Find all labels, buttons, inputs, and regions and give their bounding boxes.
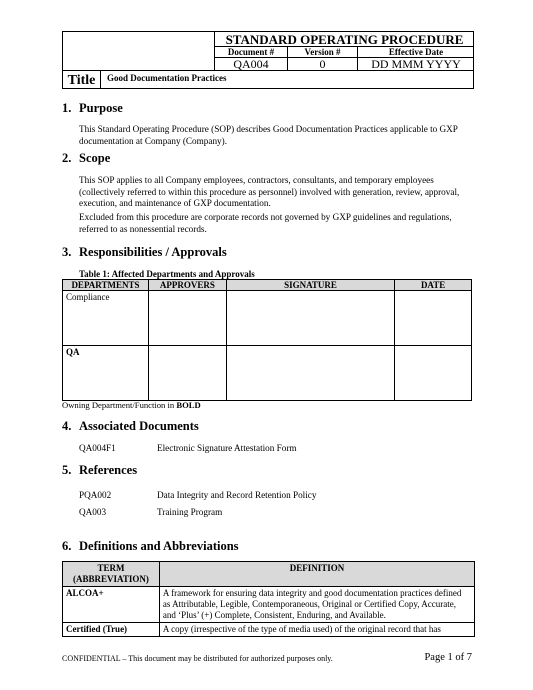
section-title: Definitions and Abbreviations (79, 539, 239, 553)
section-title: Purpose (79, 101, 123, 115)
effective-date-header: Effective Date (358, 47, 474, 58)
table-header-row (63, 562, 475, 587)
table-row (63, 291, 472, 346)
section-number: 6. (62, 539, 72, 553)
column-header: DEPARTMENTS (63, 280, 149, 291)
column-header: TERM (ABBREVIATION) (63, 562, 160, 587)
section-number: 4. (62, 419, 72, 433)
table-row (63, 623, 475, 637)
signature-cell[interactable] (226, 291, 394, 346)
list-item (79, 507, 222, 517)
section-number: 1. (62, 101, 72, 115)
section-title: Responsibilities / Approvals (79, 245, 227, 259)
document-number-value: QA004 (215, 58, 288, 70)
section-title: Scope (79, 151, 111, 165)
column-header: DATE (395, 280, 472, 291)
section-heading-associated-documents (62, 419, 199, 434)
date-cell[interactable] (395, 291, 472, 346)
column-header: DEFINITION (159, 562, 474, 587)
version-number-value: 0 (288, 58, 358, 70)
section-heading-purpose (62, 101, 123, 116)
section-title: References (79, 463, 138, 477)
approver-cell[interactable] (148, 291, 226, 346)
logo-area (63, 32, 215, 70)
section-title: Associated Documents (79, 419, 199, 433)
table-row (63, 346, 472, 401)
sop-title: STANDARD OPERATING PROCEDURE (215, 32, 474, 47)
document-id: QA004F1 (79, 443, 116, 453)
title-label: Title (63, 71, 101, 89)
page-number: Page 1 of 7 (424, 652, 472, 663)
document-number-header: Document # (215, 47, 288, 58)
table-header-row (63, 280, 472, 291)
column-header: APPROVERS (148, 280, 226, 291)
effective-date-value: DD MMM YYYY (371, 57, 461, 71)
term-cell: ALCOA+ (63, 587, 160, 623)
owning-department-note: Owning Department/Function in BOLD (62, 400, 201, 410)
title-value: Good Documentation Practices (107, 73, 227, 83)
section-number: 2. (62, 151, 72, 165)
document-name: Training Program (157, 507, 223, 517)
document-header (62, 31, 474, 89)
date-cell[interactable] (395, 346, 472, 401)
definitions-table (62, 561, 475, 637)
document-id: PQA002 (79, 490, 112, 500)
scope-exclusion-paragraph: Excluded from this procedure are corporate records not governed by GXP guidelines and regulations, referred to as nonessential records. (79, 212, 452, 234)
section-number: 3. (62, 245, 72, 259)
department-cell: QA (63, 346, 149, 401)
definition-cell: A copy (irrespective of the type of media used) of the original record that has (159, 623, 474, 637)
section-heading-scope (62, 151, 110, 166)
purpose-paragraph: This Standard Operating Procedure (SOP) describes Good Documentation Practices applicable to GXP documentation at Company (Company). (79, 124, 458, 146)
section-heading-definitions (62, 539, 239, 554)
section-heading-references (62, 463, 137, 478)
title-row (63, 70, 473, 89)
approvals-table (62, 279, 472, 401)
list-item (79, 490, 316, 500)
version-number-header: Version # (288, 47, 358, 58)
department-cell: Compliance (63, 291, 149, 346)
document-name: Data Integrity and Record Retention Policy (157, 490, 317, 500)
list-item (79, 443, 297, 453)
table-row (63, 587, 475, 623)
confidential-footer: CONFIDENTIAL – This document may be distributed for authorized purposes only. (62, 654, 333, 663)
column-header: SIGNATURE (226, 280, 394, 291)
document-name: Electronic Signature Attestation Form (157, 443, 297, 453)
definition-cell: A framework for ensuring data integrity and good documentation practices defined as Attributable, Legible, Contemporaneous, Original or Certified Copy, Accurate, and ‘Plus’ (+) Complete, Consistent, Enduring, and Available. (159, 587, 474, 623)
section-heading-responsibilities (62, 245, 227, 260)
signature-cell[interactable] (226, 346, 394, 401)
table-caption: Table 1: Affected Departments and Approvals (79, 269, 255, 279)
scope-paragraph: This SOP applies to all Company employees, contractors, consultants, and temporary employees (collectively referred to within this procedure as personnel) involved with generation, review, approval, execution, and maintenance of GXP documentation. (79, 175, 460, 208)
term-cell: Certified (True) (63, 623, 160, 637)
document-id: QA003 (79, 507, 107, 517)
approver-cell[interactable] (148, 346, 226, 401)
section-number: 5. (62, 463, 72, 477)
